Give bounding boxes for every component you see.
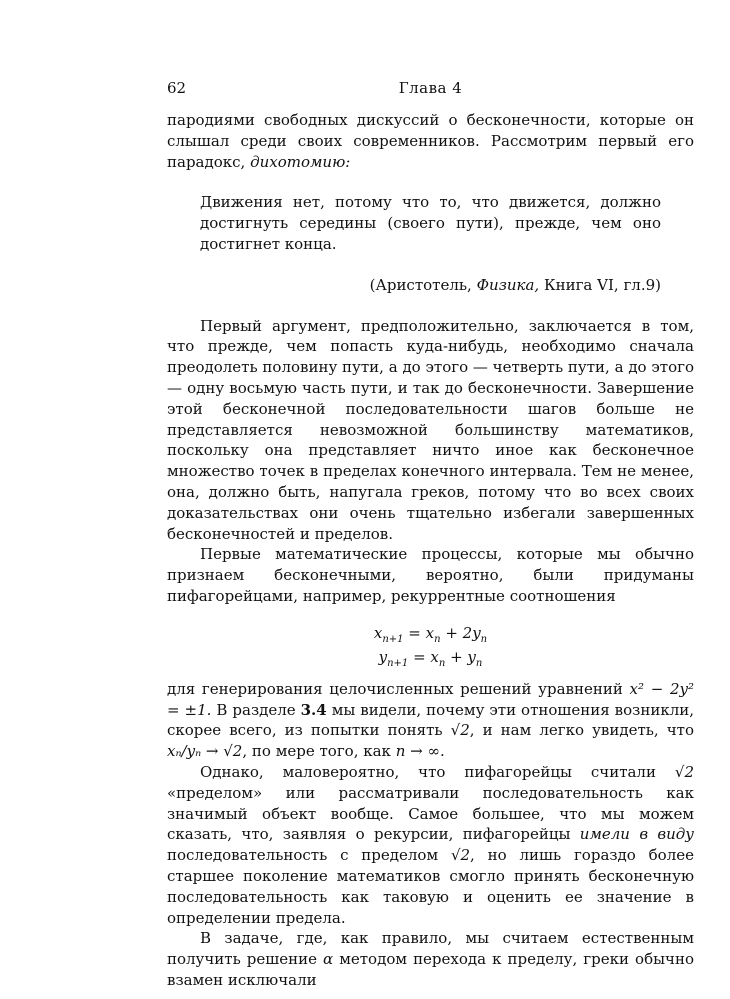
n-to-infinity: n → ∞. xyxy=(395,742,445,761)
equation-2: $y_{n+1} = x_n + y_n$ xyxy=(378,647,483,669)
paragraph-2: Первые математические процессы, которые мы обычно признаем бесконечными, вероятно, были придуманы пифагорейцами, например, рекуррентные соотношения xyxy=(167,545,694,605)
body-text xyxy=(167,110,694,991)
pell-equation: x² − 2y² = ±1. xyxy=(167,679,694,719)
equation-1: $x_{n+1} = x_n + 2y_n$ xyxy=(373,623,488,645)
ratio-limit: xₙ/yₙ → √2 xyxy=(167,742,243,761)
paragraph-0: пародиями свободных дискуссий о бесконечности, которые он слышал среди своих современников. Рассмотрим первый его парадокс, дихотомию: xyxy=(167,111,694,171)
chapter-title: Глава 4 xyxy=(398,79,463,97)
paragraph-5: В задаче, где, как правило, мы считаем естественным получить решение α методом перехода к пределу, греки обычно взамен исключали xyxy=(167,929,694,989)
sqrt-two: √2 xyxy=(674,762,694,781)
quote-attribution: (Аристотель, Физика, Книга VI, гл.9) xyxy=(369,275,661,294)
alpha-symbol: α xyxy=(323,950,334,969)
recurrence-equations xyxy=(167,621,694,669)
paragraph-1: Первый аргумент, предположительно, заключается в том, что прежде, чем попасть куда-нибудь, необходимо сначала преодолеть половину пути, а до этого — четверть пути, а до этого — одну восьмую часть пути, и так до бесконечности. Завершение этой бесконечной последовательности шагов больше не представляется невозможной большинству математиков, поскольку она представляет ничто иное как бесконечное множество точек в пределах конечного интервала. Тем не менее, она, должно быть, напугала греков, потому что во всех своих доказательствах они очень тщательно избегали завершенных бесконечностей и пределов. xyxy=(167,316,694,543)
emphasis-meant: имели в виду xyxy=(579,825,694,844)
sqrt-two: √2 xyxy=(450,846,471,865)
paragraph-4: Однако, маловероятно, что пифагорейцы считали √2 «пределом» или рассматривали последовательность как значимый объект вообще. Самое большее, что мы можем сказать, что, заявляя о рекурсии, пифагорейцы имели в виду последовательность с пределом √2, но лишь гораздо более старшее поколение математиков смогло принять бесконечную последовательность как таковую и оценить ее значение в определении предела. xyxy=(167,762,694,927)
dichotomy-term: дихотомию: xyxy=(250,152,351,171)
sqrt-two: √2 xyxy=(450,721,470,740)
page-number: 62 xyxy=(167,79,187,97)
paragraph-3: для генерирования целочисленных решений уравнений x² − 2y² = ±1. В разделе 3.4 мы видели, почему эти отношения возникли, скорее всего, из попытки понять √2, и нам легко увидеть, что xₙ/yₙ → √2, по мере того, как n → ∞. xyxy=(167,679,695,761)
aristotle-quote: Движения нет, потому что то, что движется, должно достигнуть середины (своего пути), прежде, чем оно достигнет конца. xyxy=(200,193,661,253)
section-ref: 3.4 xyxy=(300,700,327,719)
